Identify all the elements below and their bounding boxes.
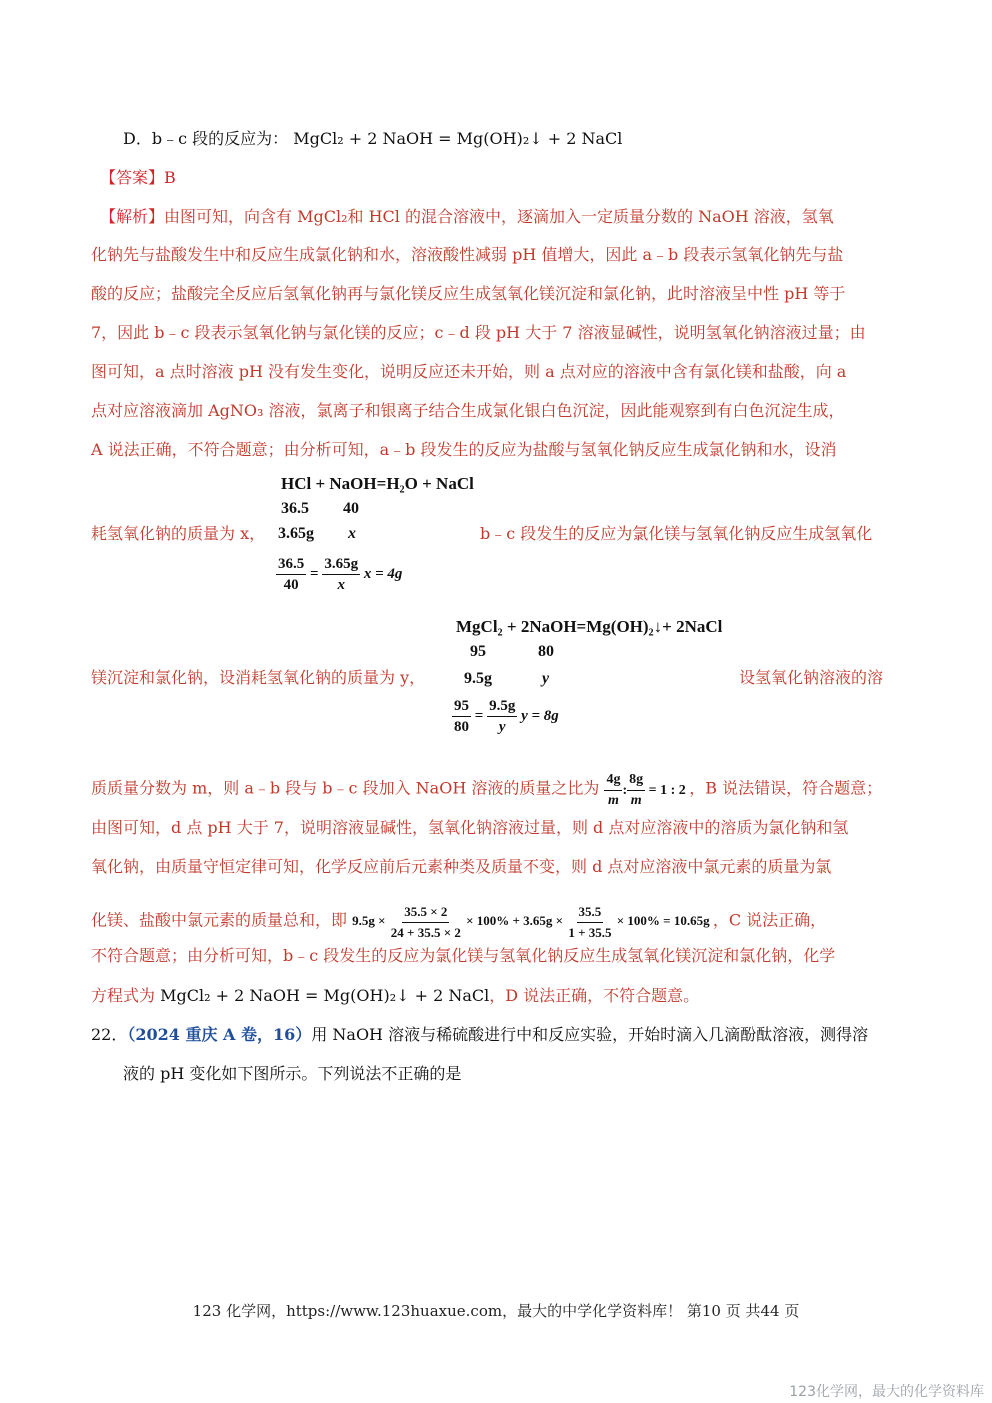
question-source: （2024 重庆 A 卷，16） — [127, 1025, 312, 1044]
question-22-line-2: 液的 pH 变化如下图所示。下列说法不正确的是 — [123, 1064, 462, 1083]
calc2-row1-a: 95 — [470, 643, 486, 660]
calc2-result: y = 8g — [521, 707, 559, 724]
calc2-left-text: 镁沉淀和氯化钠，设消耗氢氧化钠的质量为 y， — [91, 668, 426, 687]
analysis-line-2: 酸的反应；盐酸完全反应后氢氧化钠再与氯化镁反应生成氢氧化镁沉淀和氯化钠，此时溶液呈中性 pH 等于 — [91, 284, 846, 303]
calc2-frac1: $\frac{95}{80}$ — [454, 698, 469, 735]
question-22-line-1 — [91, 1025, 868, 1045]
calc1-row2-a: 3.65g — [278, 525, 314, 542]
page-footer: 123 化学网，https://www.123huaxue.com，最大的中学化学资料库！ 第10 页 共44 页 — [192, 1302, 800, 1320]
final-equation: MgCl₂ + 2 NaOH = Mg(OH)₂↓ + 2 NaCl — [160, 986, 490, 1005]
question-text-1: 用 NaOH 溶液与稀硫酸进行中和反应实验，开始时滴入几滴酚酞溶液，测得溶 — [311, 1025, 869, 1044]
calc1-equation: HCl + NaOH=H₂O + NaCl — [281, 474, 474, 493]
ratio-line: 质质量分数为 m，则 a﹣b 段与 b﹣c 段加入 NaOH 溶液的质量之比为 $\frac{4g}{m}$ : $\frac{8g}{m}$ = 1 : 2 ，B 说法错误，符合题意； — [91, 772, 883, 808]
calc1-row2-b: x — [348, 525, 356, 542]
answer-value: B — [164, 168, 176, 187]
calc1-left-text: 耗氢氧化钠的质量为 x， — [91, 524, 266, 543]
question-number: 22． — [91, 1025, 128, 1044]
analysis-line-6: A 说法正确，不符合题意；由分析可知，a﹣b 段发生的反应为盐酸与氢氧化钠反应生成氯化钠和水，设消 — [91, 440, 837, 459]
analysis-line-3: 7，因此 b﹣c 段表示氢氧化钠与氯化镁的反应；c﹣d 段 pH 大于 7 溶液显碱性，说明氢氧化钠溶液过量；由 — [91, 323, 866, 342]
calc2-fraction-eq: $\frac{95}{80}$ = $\frac{9.5g}{y}$ y = 8g — [454, 698, 559, 735]
watermark: 123化学网，最大的化学资料库 — [789, 1384, 984, 1400]
calc1-frac1: $\frac{36.5}{40}$ — [278, 556, 305, 593]
calc1-row1-b: 40 — [343, 500, 359, 517]
calc2-row2-b: y — [542, 670, 550, 687]
calc1-fraction-eq: $\frac{36.5}{40}$ = $\frac{3.65g}{x}$ x = 4g — [278, 556, 403, 593]
analysis2-line-0: 由图可知，d 点 pH 大于 7，说明溶液显碱性，氢氧化钠溶液过量，则 d 点对应溶液中的溶质为氯化钠和氢 — [91, 818, 849, 837]
analysis2-line-1: 氧化钠，由质量守恒定律可知，化学反应前后元素种类及质量不变，则 d 点对应溶液中氯元素的质量为氯 — [91, 857, 832, 876]
analysis-tag: 【解析】 — [100, 207, 165, 226]
mass-line: 化镁、盐酸中氯元素的质量总和，即 9.5g × $\frac{35.5 \times 2}{24 + 35.5 \times 2}$ × 100% + 3.65g × $\frac{35.5}{1 + 35.5}$ × 100% = 10.65g ，C 说法正确， — [91, 904, 827, 940]
analysis-line-5: 点对应溶液滴加 AgNO₃ 溶液，氯离子和银离子结合生成氯化银白色沉淀，因此能观察到有白色沉淀生成， — [91, 401, 845, 420]
calc2-row1-b: 80 — [538, 643, 554, 660]
calc2-frac2: $\frac{9.5g}{y}$ — [489, 698, 516, 735]
answer-line — [100, 168, 176, 188]
analysis-line-4: 图可知，a 点时溶液 pH 没有发生变化，说明反应还未开始，则 a 点对应的溶液中含有氯化镁和盐酸，向 a — [91, 362, 847, 381]
calc2-right-text: 设氢氧化钠溶液的溶 — [739, 668, 884, 687]
option-d-equation: MgCl₂ + 2 NaOH = Mg(OH)₂↓ + 2 NaCl — [293, 129, 623, 148]
option-d-label: D．b﹣c 段的反应为： — [123, 129, 289, 148]
calc2-row2-a: 9.5g — [464, 670, 492, 687]
final-line: 方程式为 MgCl₂ + 2 NaOH = Mg(OH)₂↓ + 2 NaCl，D 说法正确，不符合题意。 — [91, 986, 700, 1005]
answer-tag: 【答案】 — [100, 168, 165, 187]
option-d — [123, 129, 622, 149]
ratio-expression: $\frac{4g}{m}$ : $\frac{8g}{m}$ = 1 : 2 — [606, 772, 686, 808]
calc1-result: x = 4g — [363, 565, 403, 582]
calc1-row1-a: 36.5 — [281, 500, 309, 517]
calc1-right-text: b﹣c 段发生的反应为氯化镁与氢氧化钠反应生成氢氧化 — [480, 524, 873, 543]
analysis-line-1: 化钠先与盐酸发生中和反应生成氯化钠和水，溶液酸性减弱 pH 值增大，因此 a﹣b 段表示氢氧化钠先与盐 — [91, 245, 844, 264]
mass-expression: 9.5g × $\frac{35.5 \times 2}{24 + 35.5 \times 2}$ × 100% + 3.65g × $\frac{35.5}{1 + 35.5}$ × 100% = 10.65g — [352, 904, 710, 940]
calc1-frac2: $\frac{3.65g}{x}$ — [324, 556, 359, 593]
analysis3-line-0: 不符合题意；由分析可知，b﹣c 段发生的反应为氯化镁与氢氧化钠反应生成氢氧化镁沉淀和氯化钠，化学 — [91, 946, 836, 965]
calc2-equation: MgCl₂ + 2NaOH=Mg(OH)₂↓+ 2NaCl — [456, 617, 723, 636]
analysis-line-0: 【解析】由图可知，向含有 MgCl₂和 HCl 的混合溶液中，逐滴加入一定质量分数的 NaOH 溶液，氢氧 — [100, 207, 834, 226]
